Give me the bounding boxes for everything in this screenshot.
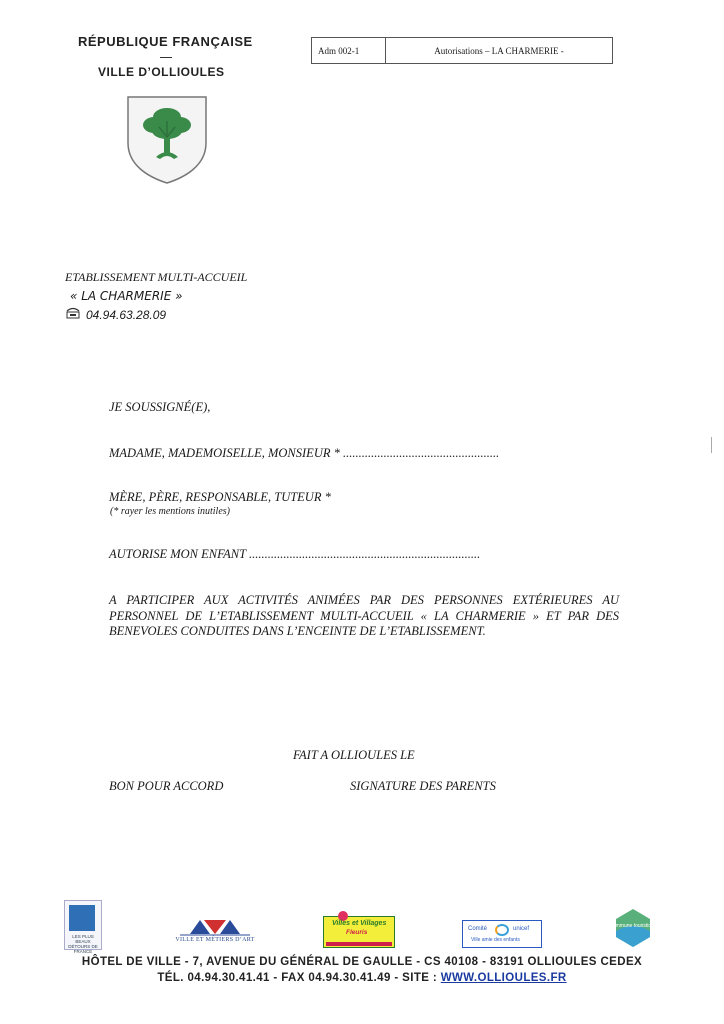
header-city: VILLE D’OLLIOULES [98, 65, 225, 79]
svg-text:Commune touristique: Commune touristique [609, 923, 657, 929]
relation-note: (* rayer les mentions inutiles) [110, 506, 230, 517]
establishment-type: ETABLISSEMENT MULTI-ACCUEIL [65, 270, 248, 284]
plus-beaux-detours-logo: LES PLUS BEAUX DÉTOURS DE FRANCE [64, 900, 102, 950]
footer-address: HÔTEL DE VILLE - 7, AVENUE DU GÉNÉRAL DE GAULLE - CS 40108 - 83191 OLLIOULES CEDEX [81, 956, 643, 968]
margin-mark [711, 437, 712, 453]
establishment-phone-row [66, 307, 166, 322]
logo-square-icon [69, 905, 95, 931]
phone-number: 04.94.63.28.09 [86, 307, 167, 322]
agreement-label: BON POUR ACCORD [109, 779, 224, 793]
undersigned-line: JE SOUSSIGNÉ(E), [109, 400, 211, 414]
signature-label: SIGNATURE DES PARENTS [350, 779, 496, 793]
city-crest-icon [126, 95, 208, 190]
relation-line: MÈRE, PÈRE, RESPONSABLE, TUTEUR * [109, 490, 331, 504]
website-link[interactable]: WWW.OLLIOULES.FR [440, 972, 567, 984]
telephone-icon [66, 307, 80, 322]
metiers-art-logo: VILLE ET MÉTIERS D’ART [170, 914, 260, 948]
footer-contact [0, 972, 724, 984]
civility-field[interactable]: MADAME, MADEMOISELLE, MONSIEUR * .................................................. [109, 446, 500, 460]
header-divider [160, 57, 172, 58]
reference-code: Adm 002-1 [312, 38, 386, 63]
establishment-name: « LA CHARMERIE » [70, 289, 183, 303]
authorization-paragraph: A PARTICIPER AUX ACTIVITÉS ANIMÉES PAR DES PERSONNES EXTÉRIEURES AU PERSONNEL DE L’ETABLISSEMENT MULTI-ACCUEIL « LA CHARMERIE » ET PAR DES BENEVOLES CONDUITES DANS L’ENCEINTE DE L’ETABLISSEMENT. [109, 593, 619, 638]
header-republic: RÉPUBLIQUE FRANÇAISE [78, 34, 253, 49]
commune-touristique-logo [609, 907, 657, 949]
villes-fleuries-logo: Villes et Villages Fleuris [323, 916, 395, 948]
done-at-line: FAIT A OLLIOULES LE [293, 748, 415, 762]
child-name-field[interactable]: AUTORISE MON ENFANT .......................................................................... [109, 547, 481, 561]
unicef-ville-amie-logo: Comité unicef Ville amie des enfants [462, 920, 542, 948]
reference-title: Autorisations – LA CHARMERIE - [434, 45, 564, 56]
unicef-swirl-icon [495, 924, 509, 936]
metiers-art-icon [170, 914, 260, 936]
footer-phone-fax: TÉL. 04.94.30.41.41 - FAX 04.94.30.41.49 - SITE : [157, 972, 441, 984]
document-reference-box [311, 37, 613, 64]
